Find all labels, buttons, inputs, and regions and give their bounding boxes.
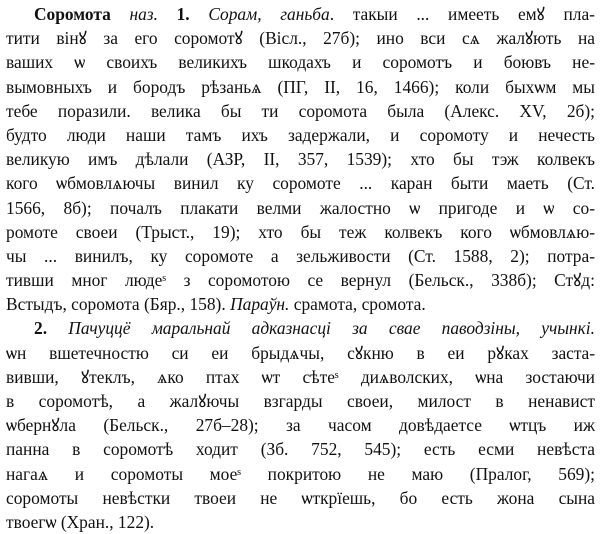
entry-line: ѡбернꙋла (Бельск., 27б–28); за часом довѣдаетсе ѡтцъ иж: [6, 415, 595, 436]
entry-line: [6, 2, 595, 26]
entry-line: вымовныхъ и бородъ рѣзаньѧ (ПГ, II, 16, 1466); коли быхѡм мы: [6, 76, 595, 97]
entry-line: ромоте своеи (Трыст., 19); хто бы теж колвекъ кого ѡбмовлѧю-: [6, 221, 595, 242]
entry-line: в соромотѣ, а жалꙋючы взгарды своеи, милост в ненавист: [6, 391, 595, 411]
sense-number-2: 2.: [34, 318, 48, 339]
cross-reference-words: срамота, сромота.: [289, 294, 426, 315]
entry-line: соромоты невѣстки твоеи не ѡткрїешь, бо есть жона сына: [6, 487, 595, 508]
entry-line: нагаѧ и соромоты моеˢ покритою не маю (Пралог, 569);: [6, 463, 595, 484]
entry-line: будто люди наши тамъ ихъ задержали, и соромоту и нечесть: [6, 124, 595, 145]
entry-line: тити вінꙋ за его соромотꙋ (Вісл., 27б); ино вси сѧ жалꙋють на: [6, 28, 595, 49]
entry-line: твоегѡ (Хран., 122).: [6, 511, 155, 532]
sense-number-1: 1.: [176, 4, 190, 24]
cross-reference-label: Параўн.: [230, 294, 290, 315]
indent: [6, 318, 34, 338]
entry-line: вивши, ꙋтеклъ, ѧко птах ѡт сѣтеˢ диѧволских, ѡна зостаючи: [6, 366, 595, 387]
entry-line: ваших ѡ своихъ великихъ шкодахъ и соромотъ и боювъ не-: [6, 52, 595, 73]
headword: Соромота: [34, 4, 111, 24]
entry-line: 1566, 8б); почалъ плакати велми жалостно ѡ пригоде и ѡ со-: [6, 197, 595, 218]
entry-line: панна в соромотѣ ходит (Зб. 752, 545); есть есми невѣста: [6, 439, 595, 460]
sense-1-final-text: Встыдъ, соромота (Бяр., 158).: [6, 294, 231, 315]
entry-line: тебе поразили. велика бы ти соромота была (Алекс. XV, 2б);: [6, 100, 595, 121]
entry-line: чы ... винилъ, ку соромоте а зельживости (Ст. 1588, 2); потра-: [6, 245, 595, 266]
sense-1-gloss: Сорам, ганьба: [208, 4, 330, 24]
entry-line: великую имъ дѣлали (АЗР, II, 357, 1539); хто бы тэж колвекъ: [6, 149, 595, 170]
sense-2-gloss: Пачуццё маральнай адказнасці за свае паводзіны, учынкі.: [68, 318, 595, 339]
entry-line: кого ѡбмовлѧючы винил ку соромоте ... каран быти маеть (Ст.: [6, 173, 595, 194]
indent: [6, 4, 34, 24]
entry-line: ѡн вшетечностю си еи брыдѧчы, сꙋкню в еи рꙋках застa-: [6, 342, 595, 363]
entry-line: [6, 316, 595, 340]
entry-line: [6, 292, 595, 316]
entry-line: тивши мног людеˢ з соромотою се вернул (Бельск., 338б); Стꙋд:: [6, 270, 595, 291]
sense-1-text: . такыи ... имееть емꙋ пла-: [329, 4, 595, 24]
part-of-speech: наз.: [129, 4, 158, 24]
